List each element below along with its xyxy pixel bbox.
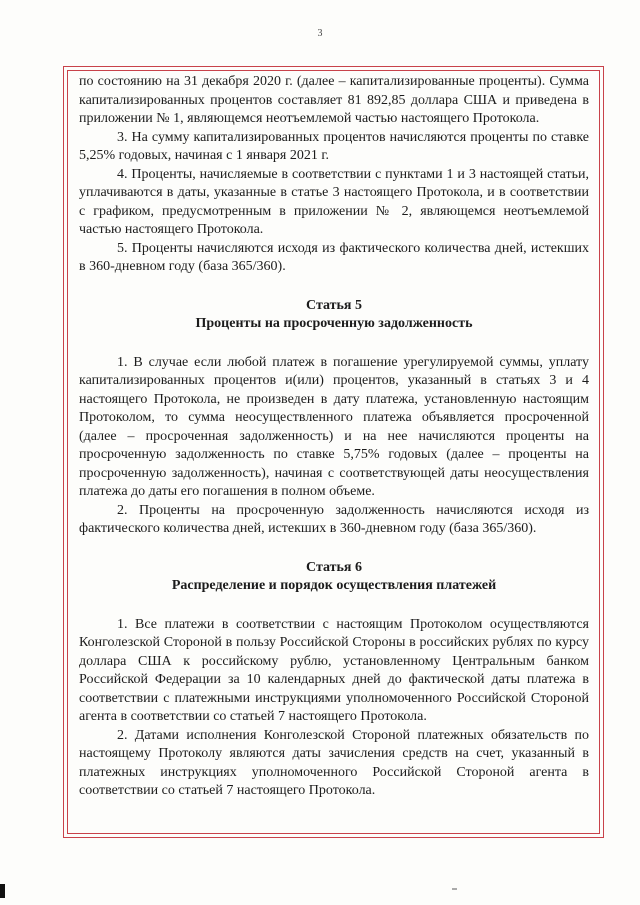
article-5-number: Статья 5 [306, 297, 362, 313]
article-5-title: Проценты на просроченную задолженность [195, 316, 473, 331]
paragraph-item-3: 3. На сумму капитализированных процентов начисляются проценты по ставке 5,25% годовых, начиная с 1 января 2021 г. [79, 129, 589, 163]
article-6-number: Статья 6 [306, 559, 362, 575]
scan-speck [452, 888, 457, 890]
article-5-paragraph-1: 1. В случае если любой платеж в погашение урегулируемой суммы, уплату капитализированных процентов и(или) процентов, указанный в статьях 3 и 4 настоящего Протокола, не произведен в дату платежа, установленную настоящим Протоколом, то сумма неосуществленного платежа объявляется просроченной (далее – просроченная задолженность) и на нее начисляются проценты на просроченную задолженность по ставке 5,75% годовых (далее – проценты на просроченную задолженность), начиная с соответствующей даты неосуществления платежа до даты его погашения в полном объеме. [79, 354, 589, 499]
paragraph-item-5: 5. Проценты начисляются исходя из фактического количества дней, истекших в 360-дневном году (база 365/360). [79, 240, 589, 274]
paragraph-continuation: по состоянию на 31 декабря 2020 г. (далее – капитализированные проценты). Сумма капитализированных процентов составляет 81 892,85 доллара США и приведена в приложении № 1, являющемся неотъемлемой частью настоящего Протокола. [79, 74, 589, 126]
page-number: 3 [317, 28, 323, 39]
document-body [79, 73, 589, 801]
scan-edge-mark [0, 884, 5, 898]
paragraph-item-4: 4. Проценты, начисляемые в соответствии с пунктами 1 и 3 настоящей статьи, уплачиваются в даты, указанные в статье 3 настоящего Протокола, и в соответствии с графиком, предусмотренным в приложении № 2, являющемся неотъемлемой частью настоящего Протокола. [79, 166, 589, 237]
article-6-paragraph-1: 1. Все платежи в соответствии с настоящим Протоколом осуществляются Конголезской Стороной в пользу Российской Стороны в российских рублях по курсу доллара США к российскому рублю, установленному Центральным банком Российской Федерации за 10 календарных дней до фактической даты платежа в соответствии с платежными инструкциями уполномоченного Российской Стороной агента в соответствии со статьей 7 настоящего Протокола. [79, 616, 589, 724]
article-6-title: Распределение и порядок осуществления платежей [171, 578, 497, 593]
article-5-paragraph-2: 2. Проценты на просроченную задолженность начисляются исходя из фактического количества дней, истекших в 360-дневном году (база 365/360). [79, 502, 589, 536]
article-6-paragraph-2: 2. Датами исполнения Конголезской Стороной платежных обязательств по настоящему Протоколу являются даты зачисления средств на счет, указанный в платежных инструкциях уполномоченного Российской Стороной агента в соответствии со статьей 7 настоящего Протокола. [79, 727, 589, 798]
